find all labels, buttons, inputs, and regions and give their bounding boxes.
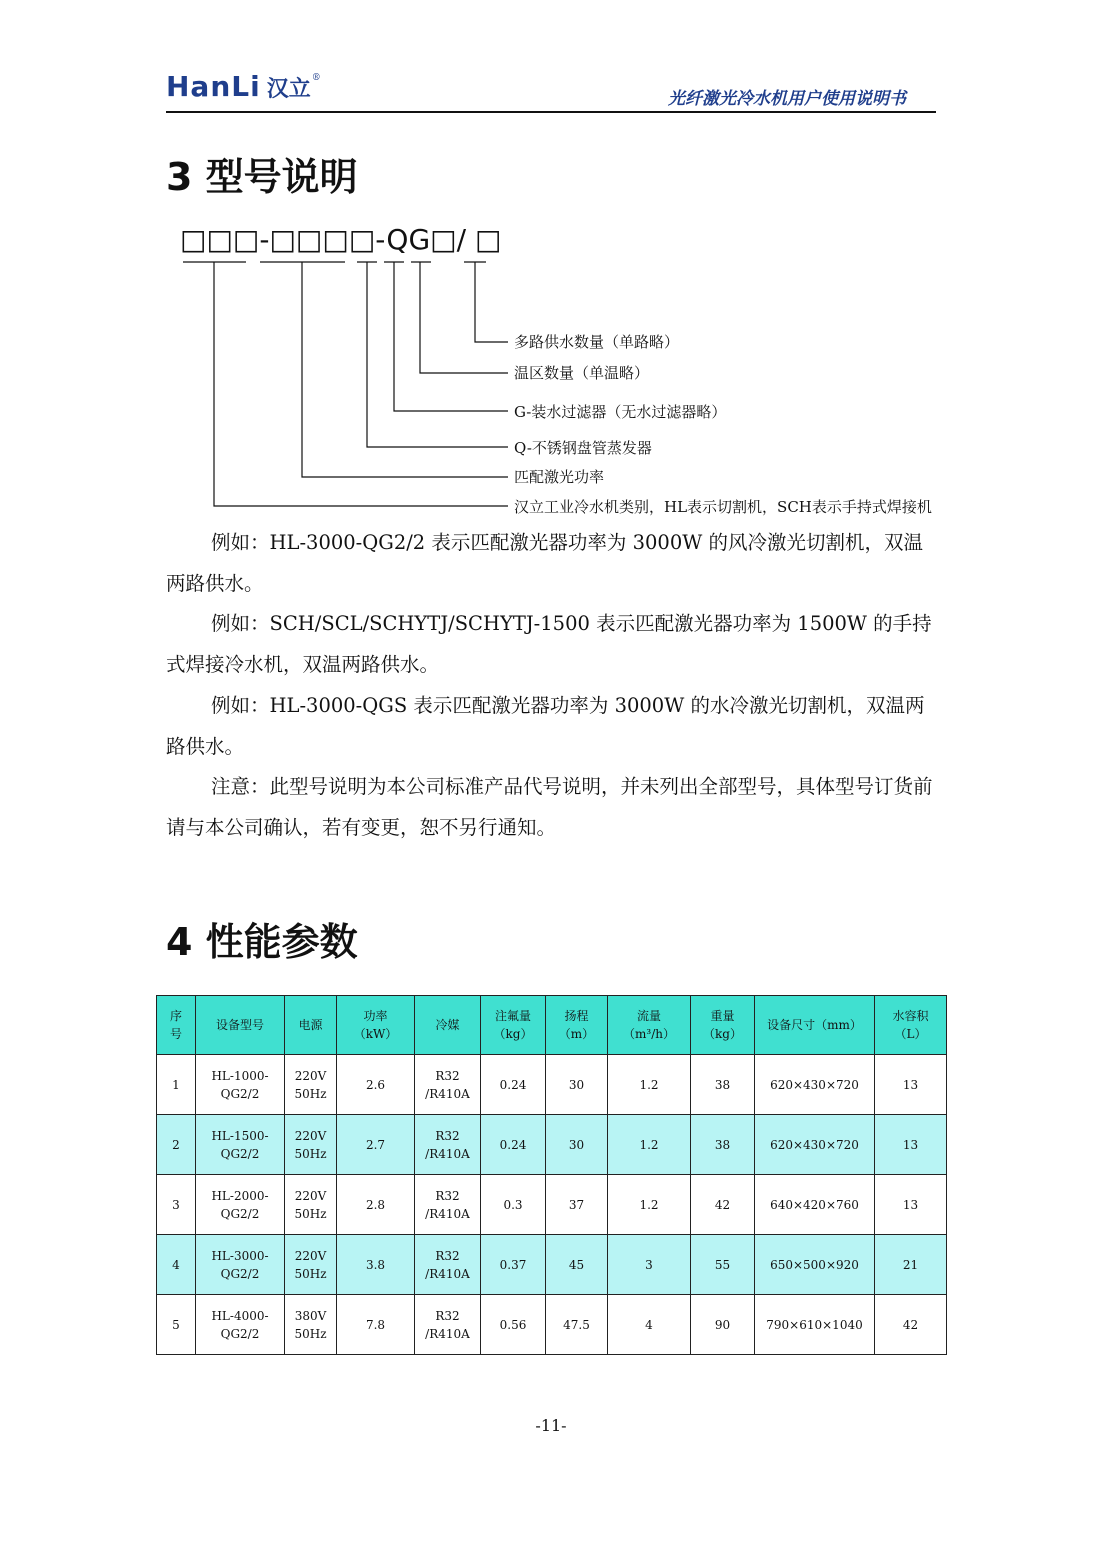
table-cell-text: 47.5 — [563, 1317, 590, 1332]
table-cell — [608, 1295, 691, 1355]
table-cell — [415, 1175, 481, 1235]
column-header — [608, 996, 691, 1055]
table-cell-text: 790×610×1040 — [766, 1317, 863, 1332]
table-cell — [196, 1115, 285, 1175]
table-cell — [608, 1055, 691, 1115]
table-cell — [691, 1235, 755, 1295]
table-cell-text: 1.2 — [639, 1137, 659, 1152]
table-cell-text: R32 — [435, 1128, 460, 1143]
table-row — [157, 1295, 947, 1355]
column-header-text: （kg） — [703, 1027, 742, 1041]
performance-table-header — [157, 996, 947, 1055]
table-cell — [196, 1175, 285, 1235]
table-cell — [285, 1235, 337, 1295]
table-cell — [546, 1175, 608, 1235]
table-cell-text: R32 — [435, 1068, 460, 1083]
table-cell-text: /R410A — [425, 1326, 470, 1341]
column-header — [196, 996, 285, 1055]
table-cell-text: R32 — [435, 1248, 460, 1263]
table-cell — [691, 1175, 755, 1235]
table-cell — [875, 1235, 947, 1295]
section-4-title: 4 性能参数 — [166, 920, 358, 964]
table-cell-text: 1.2 — [639, 1077, 659, 1092]
table-cell — [157, 1175, 196, 1235]
table-cell — [285, 1115, 337, 1175]
table-cell — [415, 1295, 481, 1355]
table-cell — [546, 1235, 608, 1295]
table-cell — [337, 1295, 415, 1355]
table-row — [157, 1055, 947, 1115]
table-cell — [755, 1055, 875, 1115]
table-cell-text: 0.56 — [499, 1317, 527, 1332]
table-cell — [875, 1175, 947, 1235]
table-cell — [157, 1235, 196, 1295]
table-cell-text: /R410A — [425, 1206, 470, 1221]
example-paragraph-2: 例如：SCH/SCL/SCHYTJ/SCHYTJ-1500 表示匹配激光器功率为 1500W 的手持式焊接冷水机，双温两路供水。 — [166, 612, 932, 676]
table-cell-text: 50Hz — [294, 1266, 327, 1281]
table-cell-text: 0.24 — [499, 1137, 527, 1152]
table-cell — [691, 1055, 755, 1115]
table-cell — [481, 1295, 546, 1355]
legend-multi-supply: 多路供水数量（单路略） — [514, 333, 680, 351]
table-cell-text: /R410A — [425, 1266, 470, 1281]
table-cell-text: 2.6 — [365, 1077, 386, 1092]
column-header-text: （kW） — [353, 1027, 398, 1041]
column-header-text: 冷媒 — [435, 1018, 460, 1032]
table-cell-text: 13 — [902, 1077, 919, 1092]
table-cell — [481, 1055, 546, 1115]
leader-temp — [420, 262, 508, 373]
table-cell-text: 1.2 — [639, 1197, 659, 1212]
registered-mark: ® — [311, 73, 321, 83]
column-header — [755, 996, 875, 1055]
table-row — [157, 1235, 947, 1295]
table-cell-text: 55 — [714, 1257, 731, 1272]
table-row — [157, 1175, 947, 1235]
table-cell — [337, 1055, 415, 1115]
table-cell-text: 4 — [645, 1317, 653, 1332]
table-cell-text: 2.8 — [365, 1197, 386, 1212]
table-cell-text: QG2/2 — [220, 1326, 260, 1341]
table-cell — [608, 1115, 691, 1175]
table-cell-text: QG2/2 — [220, 1146, 260, 1161]
table-cell-text: 38 — [714, 1137, 731, 1152]
table-cell-text: R32 — [435, 1188, 460, 1203]
table-cell — [415, 1235, 481, 1295]
leader-multi — [475, 262, 508, 342]
table-cell-text: 37 — [568, 1197, 585, 1212]
table-cell-text: 220V — [294, 1068, 327, 1083]
table-cell — [875, 1055, 947, 1115]
table-cell — [755, 1235, 875, 1295]
table-cell — [337, 1175, 415, 1235]
table-cell-text: HL-1000- — [211, 1068, 269, 1083]
table-cell-text: 2 — [172, 1137, 180, 1152]
table-cell-text: 30 — [568, 1137, 585, 1152]
table-cell-text: 220V — [294, 1188, 327, 1203]
table-cell-text: 0.3 — [503, 1197, 523, 1212]
column-header-text: 电源 — [298, 1018, 323, 1032]
column-header — [285, 996, 337, 1055]
table-cell — [157, 1055, 196, 1115]
note-paragraph: 注意：此型号说明为本公司标准产品代号说明，并未列出全部型号，具体型号订货前请与本公司确认，若有变更，恕不另行通知。 — [166, 775, 933, 839]
table-cell — [196, 1055, 285, 1115]
table-cell-text: 4 — [172, 1257, 180, 1272]
legend-filter: G-装水过滤器（无水过滤器略） — [514, 403, 727, 421]
table-cell-text: 50Hz — [294, 1086, 327, 1101]
table-cell-text: HL-4000- — [211, 1308, 269, 1323]
leader-g — [394, 262, 508, 411]
table-cell-text: 38 — [714, 1077, 731, 1092]
column-header-text: 设备型号 — [215, 1018, 264, 1032]
column-header-text: （L） — [894, 1027, 927, 1041]
table-cell — [337, 1235, 415, 1295]
column-header-text: 流量 — [636, 1009, 661, 1023]
table-cell-text: 50Hz — [294, 1146, 327, 1161]
table-cell — [285, 1055, 337, 1115]
table-cell — [691, 1115, 755, 1175]
table-cell-text: 5 — [172, 1317, 180, 1332]
column-header — [415, 996, 481, 1055]
table-cell — [875, 1295, 947, 1355]
leader-q — [367, 262, 508, 447]
table-cell-text: 42 — [714, 1197, 731, 1212]
table-cell-text: 0.37 — [499, 1257, 527, 1272]
column-header-text: 注氟量 — [494, 1009, 531, 1023]
table-cell — [481, 1175, 546, 1235]
table-cell — [608, 1235, 691, 1295]
table-cell — [415, 1115, 481, 1175]
table-cell — [755, 1295, 875, 1355]
table-cell-text: 3 — [645, 1257, 653, 1272]
column-header-text: 扬程 — [564, 1009, 589, 1023]
column-header-text: （kg） — [493, 1027, 533, 1041]
table-cell-text: 3 — [172, 1197, 180, 1212]
leader-category — [214, 262, 508, 506]
column-header — [691, 996, 755, 1055]
example-paragraph-3: 例如：HL-3000-QGS 表示匹配激光器功率为 3000W 的水冷激光切割机，双温两路供水。 — [166, 694, 925, 758]
table-cell — [285, 1295, 337, 1355]
table-cell-text: QG2/2 — [220, 1206, 260, 1221]
table-cell — [875, 1115, 947, 1175]
column-header-text: （m） — [558, 1027, 595, 1041]
table-cell-text: /R410A — [425, 1086, 470, 1101]
table-cell — [415, 1055, 481, 1115]
column-header-text: 功率 — [363, 1009, 388, 1023]
table-cell — [481, 1115, 546, 1175]
column-header-text: 水容积 — [892, 1009, 929, 1023]
table-cell-text: 220V — [294, 1128, 327, 1143]
column-header — [546, 996, 608, 1055]
table-cell-text: /R410A — [425, 1146, 470, 1161]
table-cell — [285, 1175, 337, 1235]
column-header — [337, 996, 415, 1055]
table-cell-text: 220V — [294, 1248, 327, 1263]
column-header — [875, 996, 947, 1055]
table-cell — [755, 1175, 875, 1235]
table-cell — [755, 1115, 875, 1175]
table-cell-text: 42 — [902, 1317, 919, 1332]
logo-text-en: HanLi — [166, 70, 261, 103]
table-cell-text: 21 — [902, 1257, 919, 1272]
table-cell-text: HL-1500- — [211, 1128, 269, 1143]
table-cell-text: R32 — [435, 1308, 460, 1323]
table-cell-text: 1 — [172, 1077, 180, 1092]
column-header-text: （m³/h） — [623, 1027, 675, 1041]
table-cell-text: 380V — [294, 1308, 327, 1323]
table-cell-text: 620×430×720 — [770, 1137, 859, 1152]
table-cell-text: 30 — [568, 1077, 585, 1092]
legend-category: 汉立工业冷水机类别，HL表示切割机，SCH表示手持式焊接机 — [514, 498, 932, 516]
header-row — [157, 996, 947, 1055]
table-cell — [196, 1235, 285, 1295]
column-header-text: 重量 — [710, 1009, 735, 1023]
table-cell — [691, 1295, 755, 1355]
column-header-text: 设备尺寸（mm） — [767, 1018, 862, 1032]
table-cell — [337, 1115, 415, 1175]
table-cell — [196, 1295, 285, 1355]
table-row — [157, 1115, 947, 1175]
table-cell-text: 13 — [902, 1197, 919, 1212]
table-cell-text: QG2/2 — [220, 1266, 260, 1281]
performance-table-body — [157, 1055, 947, 1355]
table-cell-text: 50Hz — [294, 1326, 327, 1341]
leader-power — [302, 262, 508, 477]
column-header-text: 号 — [169, 1027, 182, 1041]
table-cell-text: 0.24 — [499, 1077, 527, 1092]
table-cell-text: 7.8 — [365, 1317, 386, 1332]
performance-table — [156, 995, 947, 1355]
column-header — [481, 996, 546, 1055]
logo-text-cn: 汉立 — [266, 76, 311, 102]
column-header-text: 序 — [169, 1009, 182, 1023]
legend-laser-power: 匹配激光功率 — [514, 468, 605, 486]
table-cell-text: 640×420×760 — [770, 1197, 859, 1212]
table-cell — [157, 1115, 196, 1175]
table-cell-text: QG2/2 — [220, 1086, 260, 1101]
table-cell-text: 90 — [714, 1317, 731, 1332]
page-number: -11- — [535, 1416, 567, 1435]
table-cell — [608, 1175, 691, 1235]
table-cell-text: HL-2000- — [211, 1188, 269, 1203]
legend-evaporator: Q-不锈钢盘管蒸发器 — [514, 439, 652, 457]
table-cell — [157, 1295, 196, 1355]
table-cell-text: HL-3000- — [211, 1248, 269, 1263]
example-paragraph-1: 例如：HL-3000-QG2/2 表示匹配激光器功率为 3000W 的风冷激光切割机，双温两路供水。 — [166, 531, 923, 595]
table-cell-text: 45 — [568, 1257, 585, 1272]
document-title: 光纤激光冷水机用户使用说明书 — [668, 89, 906, 109]
table-cell-text: 2.7 — [365, 1137, 386, 1152]
column-header — [157, 996, 196, 1055]
table-cell — [546, 1295, 608, 1355]
table-cell — [481, 1235, 546, 1295]
table-cell-text: 620×430×720 — [770, 1077, 859, 1092]
table-cell-text: 650×500×920 — [770, 1257, 859, 1272]
model-code-pattern: □□□-□□□□-QG□/ □ — [180, 223, 502, 256]
table-cell-text: 3.8 — [365, 1257, 386, 1272]
legend-temp-zone: 温区数量（单温略） — [514, 364, 650, 382]
table-cell-text: 50Hz — [294, 1206, 327, 1221]
table-cell-text: 13 — [902, 1137, 919, 1152]
table-cell — [546, 1115, 608, 1175]
section-3-title: 3 型号说明 — [166, 155, 358, 199]
table-cell — [546, 1055, 608, 1115]
